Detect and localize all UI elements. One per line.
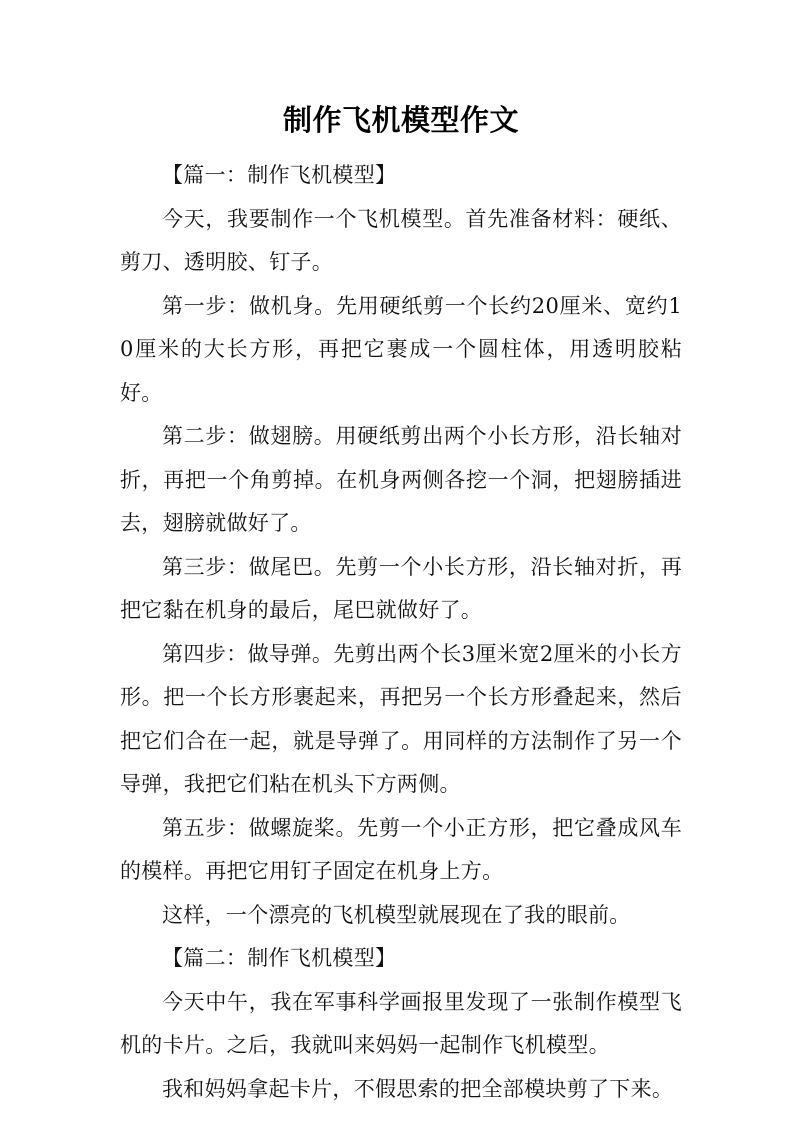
- section-heading-2: 【篇二：制作飞机模型】: [162, 946, 397, 970]
- section-heading-1: 【篇一：制作飞机模型】: [162, 163, 397, 187]
- paragraph: 今天中午，我在军事科学画报里发现了一张制作模型飞机的卡片。之后，我就叫来妈妈一起制作飞机模型。: [120, 989, 682, 1057]
- paragraph: 第二步：做翅膀。用硬纸剪出两个小长方形，沿长轴对折，再把一个角剪掉。在机身两侧各挖一个洞，把翅膀插进去，翅膀就做好了。: [120, 424, 682, 535]
- document-body: [120, 154, 682, 1111]
- paragraph: 今天，我要制作一个飞机模型。首先准备材料：硬纸、剪刀、透明胶、钉子。: [120, 206, 682, 274]
- paragraph: 第一步：做机身。先用硬纸剪一个长约20厘米、宽约10厘米的大长方形，再把它裹成一个圆柱体，用透明胶粘好。: [120, 293, 682, 405]
- paragraph: 第三步：做尾巴。先剪一个小长方形，沿长轴对折，再把它黏在机身的最后，尾巴就做好了。: [120, 554, 682, 622]
- paragraph: 这样，一个漂亮的飞机模型就展现在了我的眼前。: [162, 902, 631, 927]
- document-title: 制作飞机模型作文: [282, 103, 519, 137]
- paragraph: 我和妈妈拿起卡片，不假思索的把全部模块剪了下来。: [162, 1076, 674, 1101]
- paragraph: 第五步：做螺旋桨。先剪一个小正方形，把它叠成风车的模样。再把它用钉子固定在机身上方。: [120, 815, 682, 883]
- paragraph: 第四步：做导弹。先剪出两个长3厘米宽2厘米的小长方形。把一个长方形裹起来，再把另一个长方形叠起来，然后把它们合在一起，就是导弹了。用同样的方法制作了另一个导弹，我把它们粘在机头下方两侧。: [120, 641, 682, 796]
